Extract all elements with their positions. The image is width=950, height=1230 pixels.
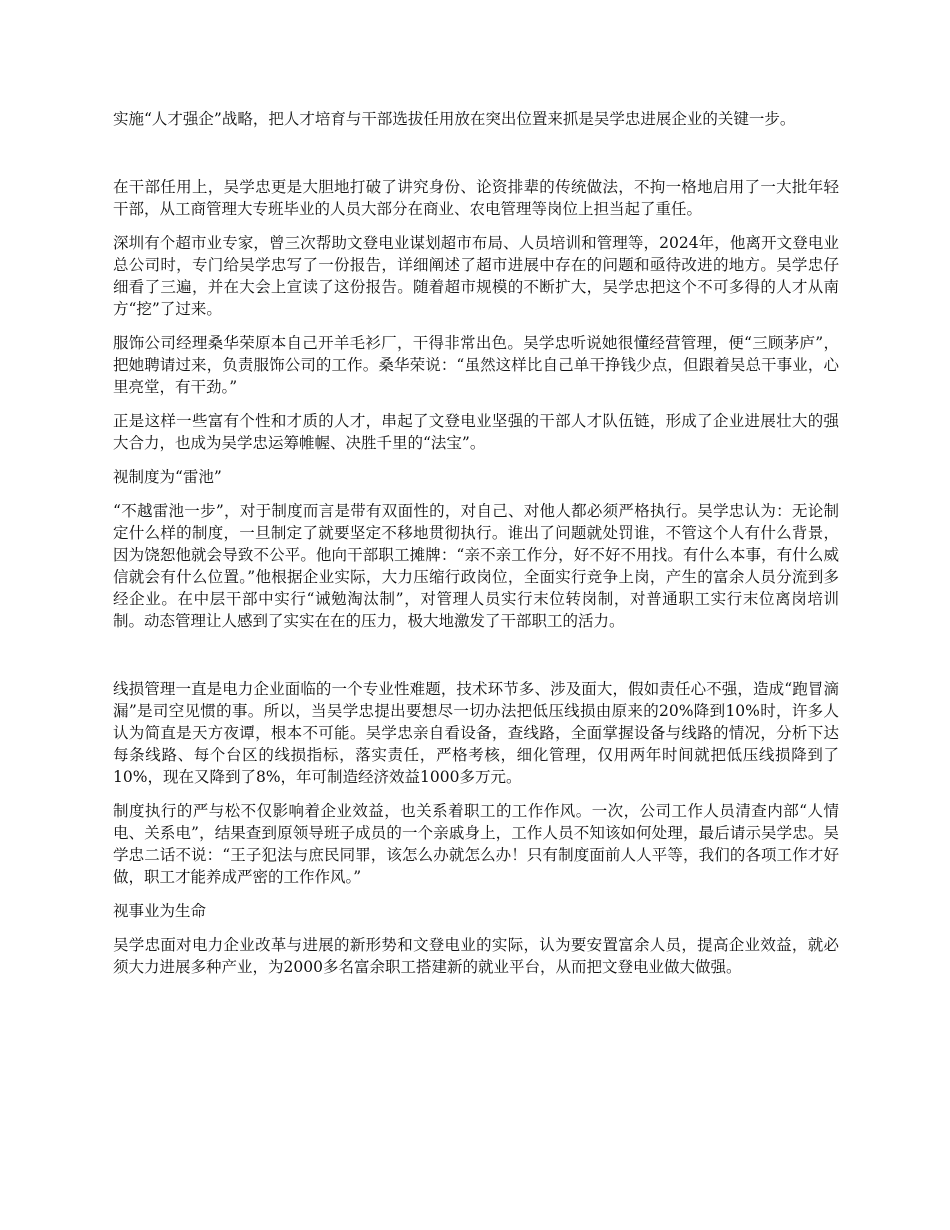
paragraph-apparel-manager: 服饰公司经理桑华荣原本自己开羊毛衫厂，干得非常出色。吴学忠听说她很懂经营管理，便“三顾茅庐”，把她聘请过来，负责服饰公司的工作。桑华荣说：“虽然这样比自己单干挣钱少点，但跟着吴总干事业，心里亮堂，有干劲。” xyxy=(113,334,839,396)
paragraph-cadre-appointment: 在干部任用上，吴学忠更是大胆地打破了讲究身份、论资排辈的传统做法，不拘一格地启用了一大批年轻干部，从工商管理大专班毕业的人员大部分在商业、农电管理等岗位上担当起了重任。 xyxy=(113,178,839,218)
paragraph-rules-enforcement: “不越雷池一步”，对于制度而言是带有双面性的，对自己、对他人都必须严格执行。吴学忠认为：无论制定什么样的制度，一旦制定了就要坚定不移地贯彻执行。谁出了问题就处罚谁，不管这个人有什么背景，因为饶恕他就会导致不公平。他向干部职工摊牌：“亲不亲工作分，好不好不用找。有什么本事，有什么威信就会有什么位置。”他根据企业实际，大力压缩行政岗位，全面实行竞争上岗，产生的富余人员分流到多经企业。在中层干部中实行“诫勉淘汰制”，对管理人员实行末位转岗制，对普通职工实行末位离岗培训制。动态管理让人感到了实实在在的压力，极大地激发了干部职工的活力。 xyxy=(113,502,839,630)
paragraph-line-loss: 线损管理一直是电力企业面临的一个专业性难题，技术环节多、涉及面大，假如责任心不强，造成“跑冒滴漏”是司空见惯的事。所以，当吴学忠提出要想尽一切办法把低压线损由原来的20%降到10%时，许多人认为简直是天方夜谭，根本不可能。吴学忠亲自看设备，查线路，全面掌握设备与线路的情况，分析下达每条线路、每个台区的线损指标，落实责任，严格考核，细化管理，仅用两年时间就把低压线损降到了10%，现在又降到了8%，年可制造经济效益1000多万元。 xyxy=(113,680,839,786)
section-heading-rules: 视制度为“雷池” xyxy=(113,468,222,486)
section-heading-career: 视事业为生命 xyxy=(113,902,207,920)
paragraph-diversified-industry: 吴学忠面对电力企业改革与进展的新形势和文登电业的实际，认为要安置富余人员，提高企业效益，就必须大力进展多种产业，为2000多名富余职工搭建新的就业平台，从而把文登电业做大做强。 xyxy=(113,936,839,976)
document-body xyxy=(113,108,839,990)
paragraph-spacer xyxy=(113,644,839,678)
paragraph-spacer xyxy=(113,142,839,176)
paragraph-supermarket-expert: 深圳有个超市业专家，曾三次帮助文登电业谋划超市布局、人员培训和管理等，2024年，他离开文登电业总公司时，专门给吴学忠写了一份报告，详细阐述了超市进展中存在的问题和亟待改进的地方。吴学忠仔细看了三遍，并在大会上宣读了这份报告。随着超市规模的不断扩大，吴学忠把这个不可多得的人才从南方“挖”了过来。 xyxy=(113,234,839,318)
paragraph-work-style: 制度执行的严与松不仅影响着企业效益，也关系着职工的工作作风。一次，公司工作人员清查内部“人情电、关系电”，结果查到原领导班子成员的一个亲戚身上，工作人员不知该如何处理，最后请示吴学忠。吴学忠二话不说：“王子犯法与庶民同罪，该怎么办就怎么办！只有制度面前人人平等，我们的各项工作才好做，职工才能养成严密的工作作风。” xyxy=(113,802,839,886)
paragraph-talent-strategy: 实施“人才强企”战略，把人才培育与干部选拔任用放在突出位置来抓是吴学忠进展企业的关键一步。 xyxy=(113,110,796,128)
paragraph-talent-chain: 正是这样一些富有个性和才质的人才，串起了文登电业坚强的干部人才队伍链，形成了企业进展壮大的强大合力，也成为吴学忠运筹帷幄、决胜千里的“法宝”。 xyxy=(113,412,839,452)
